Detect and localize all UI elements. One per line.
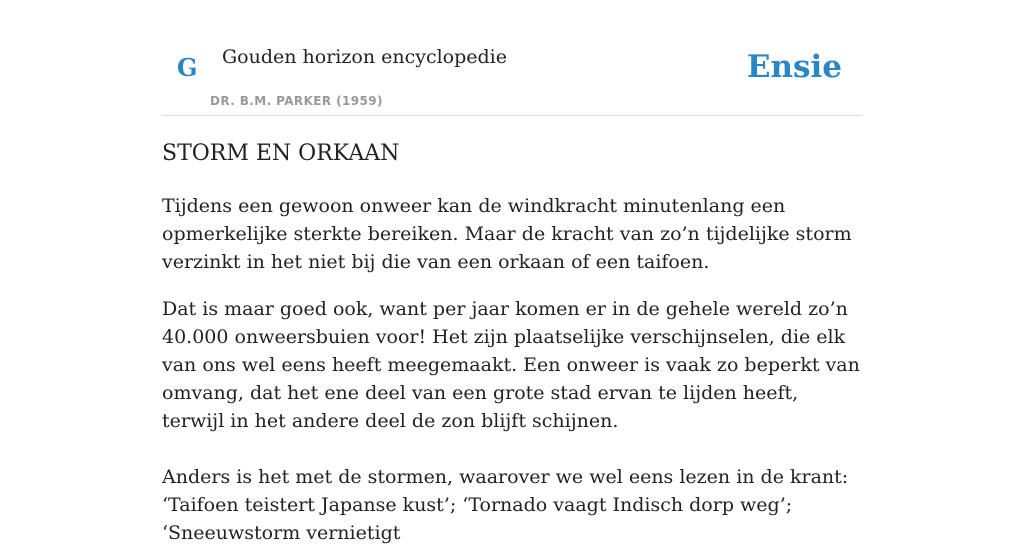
header: [162, 0, 862, 116]
article-paragraph: Dat is maar goed ook, want per jaar komen er in de gehele wereld zo’n 40.000 onweersbuien voor! Het zijn plaatselijke verschijnselen, die elk van ons wel eens heeft meegemaakt. Een onweer is vaak zo beperkt van omvang, dat het ene deel van een grote stad ervan te lijden heeft, terwijl in het andere deel de zon blijft schijnen.: [162, 298, 860, 432]
book-logo[interactable]: G: [177, 53, 198, 82]
article-paragraph: Anders is het met de stormen, waarover we wel eens lezen in de krant: ‘Taifoen teistert Japanse kust’; ‘Tornado vaagt Indisch dorp weg’; ‘Sneeuwstorm vernietigt: [162, 466, 849, 544]
article-body: [162, 192, 862, 547]
book-title[interactable]: Gouden horizon encyclopedie: [222, 46, 507, 68]
article-paragraph: Tijdens een gewoon onweer kan de windkracht minutenlang een opmerkelijke sterkte bereiken. Maar de kracht van zo’n tijdelijke storm verzinkt in het niet bij die van een orkaan of een taifoen.: [162, 195, 852, 273]
page: [162, 0, 862, 544]
book-author: DR. B.M. PARKER (1959): [210, 94, 383, 108]
ensie-brand-link[interactable]: Ensie: [746, 49, 842, 85]
article-title: STORM EN ORKAAN: [162, 141, 400, 166]
